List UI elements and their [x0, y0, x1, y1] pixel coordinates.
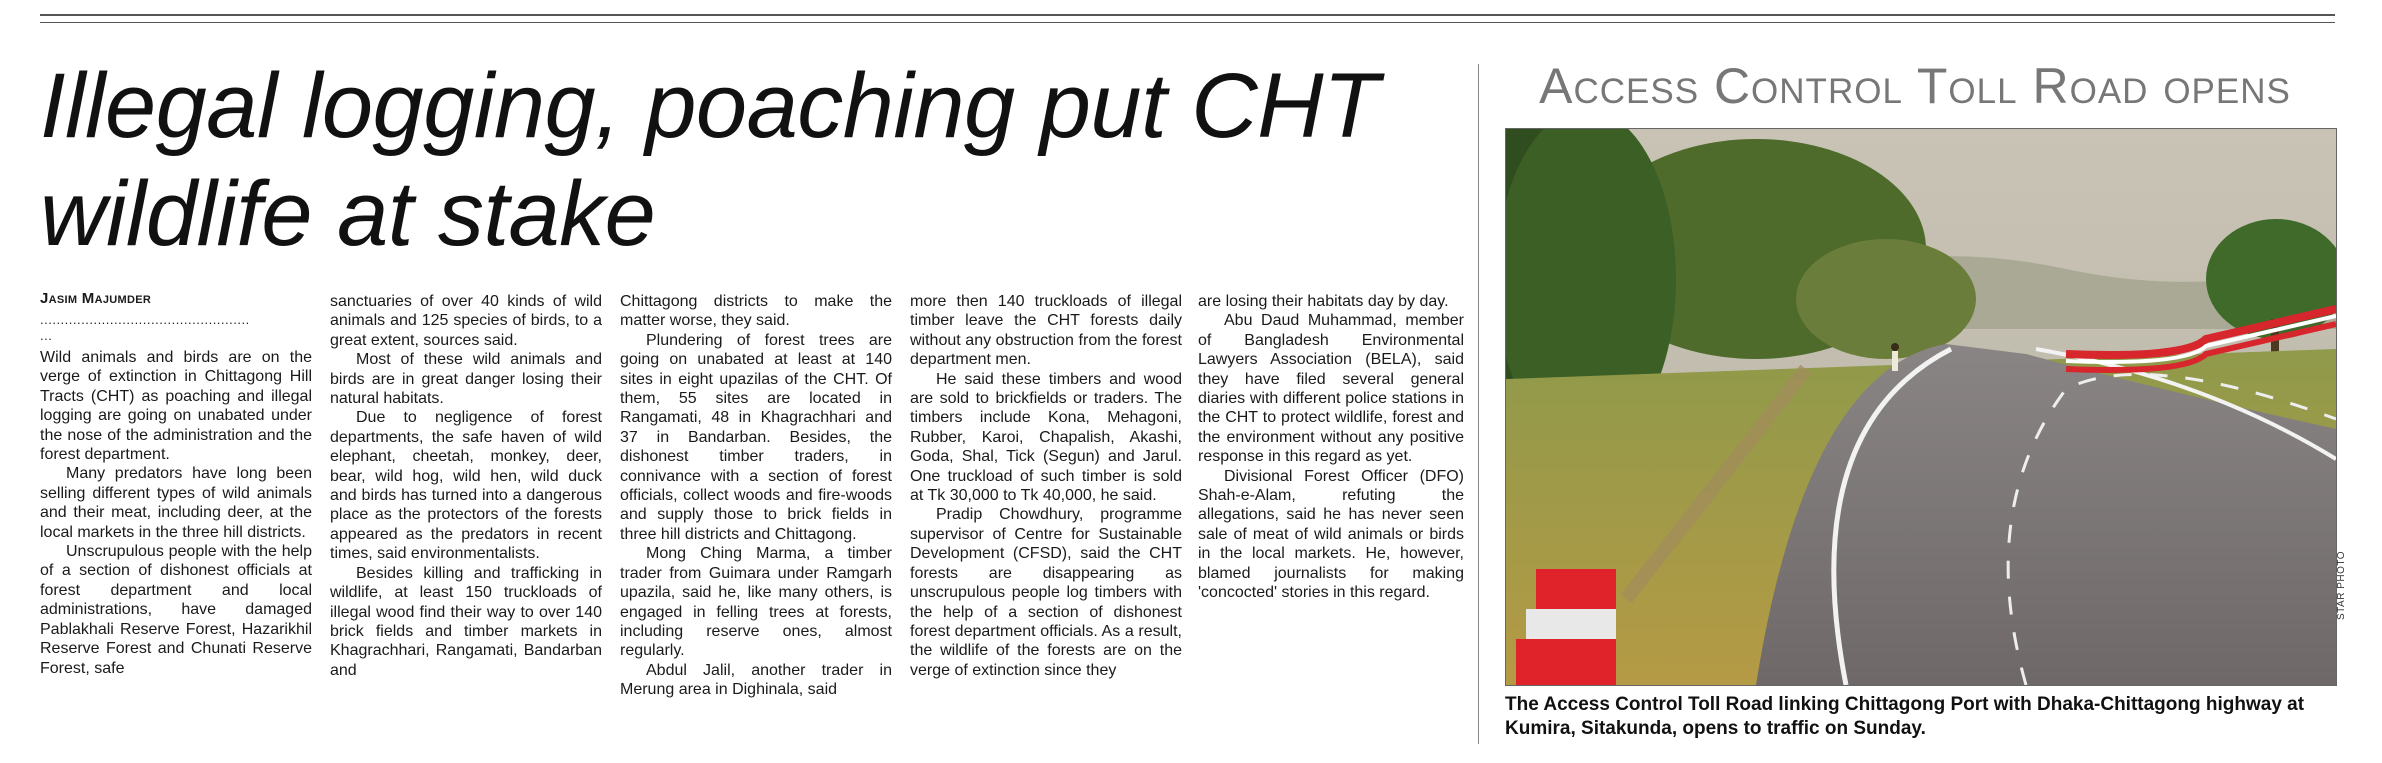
article-column-5 [1198, 292, 1464, 603]
column-divider [1478, 64, 1479, 744]
article-column-2 [330, 292, 602, 680]
article-paragraph: Due to negligence of forest departments, the safe haven of wild elephant, cheetah, monkey, deer, bear, wild hog, wild hen, wild duck and birds has turned into a dangerous place as the protectors of the forests appeared as the predators in recent times, said environmentalists. [330, 409, 602, 563]
byline: Jasim Majumder [40, 290, 152, 307]
photo-caption: The Access Control Toll Road linking Chittagong Port with Dhaka-Chittagong highway at Kumira, Sitakunda, opens to traffic on Sunday. [1505, 694, 2305, 739]
article-column-1 [40, 348, 312, 678]
photo-credit: STAR PHOTO [2336, 550, 2347, 620]
headline: Illegal logging, poaching put CHT wildlife at stake [40, 55, 1379, 265]
article-paragraph: sanctuaries of over 40 kinds of wild animals and 125 species of birds, to a great extent, sources said. [330, 293, 602, 349]
article-paragraph: Plundering of forest trees are going on unabated at least at 140 sites in eight upazilas of the CHT. Of them, 55 sites are located in Rangamati, 48 in Khagrachhari and 37 in Bandarban. Besides, the dishonest timber traders, in connivance with a section of forest officials, collect woods and fire-woods and supply those to brick fields in three hill districts and Chittagong. [620, 331, 892, 543]
article-paragraph: are losing their habitats day by day. [1198, 293, 1449, 310]
article-paragraph: more then 140 truckloads of illegal timber leave the CHT forests daily without any obstruction from the forest department men. [910, 293, 1182, 369]
article-column-4 [910, 292, 1182, 680]
article-paragraph: Divisional Forest Officer (DFO) Shah-e-Alam, refuting the allegations, said he has never seen sale of meat of wild animals or birds in the local markets. He, however, blamed journalists for making 'concocted' stories in this regard. [1198, 467, 1464, 602]
article-paragraph: Abdul Jalil, another trader in Merung area in Dighinala, said [620, 661, 892, 699]
top-rule-thin [40, 22, 2335, 23]
article-paragraph: Pradip Chowdhury, programme supervisor of Centre for Sustainable Development (CFSD), said the CHT forests are disappearing as unscrupulous people log timbers with the help of a section of dishonest forest department officials. As a result, the wildlife of the forests are on the verge of extinction since they [910, 506, 1182, 679]
article-paragraph: He said these timbers and wood are sold to brickfields or traders. The timbers include Kona, Mehagoni, Rubber, Karoi, Chapalish, Akashi, Goda, Shal, Tick (Segun) and Jarul. One truckload of such timber is sold at Tk 30,000 to Tk 40,000, he said. [910, 370, 1182, 505]
article-paragraph: Many predators have long been selling different types of wild animals and their meat, including deer, at the local markets in the three hill districts. [40, 465, 312, 541]
road-photo [1505, 128, 2337, 686]
byline-separator: ................................................... ... [40, 312, 250, 343]
article-column-3 [620, 292, 892, 700]
article-paragraph: Wild animals and birds are on the verge of extinction in Chittagong Hill Tracts (CHT) as poaching and illegal logging are going on unabated under the nose of the administration and the forest department. [40, 349, 312, 464]
article-paragraph: Most of these wild animals and birds are in great danger losing their natural habitats. [330, 351, 602, 408]
article-paragraph: Besides killing and trafficking in wildlife, at least 150 truckloads of illegal wood find their way to over 140 brick fields and timber markets in Khagrachhari, Rangamati, Bandarban and [330, 564, 602, 679]
top-rule [40, 14, 2335, 16]
article-paragraph: Unscrupulous people with the help of a section of dishonest officials at forest department and local administrations, have damaged Pablakhali Reserve Forest, Hazarikhil Reserve Forest and Chunati Reserve Forest, safe [40, 543, 312, 677]
article-paragraph: Chittagong districts to make the matter worse, they said. [620, 293, 892, 330]
article-paragraph: Mong Ching Marma, a timber trader from Guimara under Ramgarh upazila, said he, like many others, is engaged in felling trees at forests, including reserve ones, almost regularly. [620, 545, 892, 660]
side-story-title: Access Control Toll Road opens [1539, 58, 2291, 114]
article-paragraph: Abu Daud Muhammad, member of Bangladesh Environmental Lawyers Association (BELA), said they have filed several general diaries with different police stations in the CHT to protect wildlife, forest and the environment without any positive response in this regard as yet. [1198, 312, 1464, 466]
